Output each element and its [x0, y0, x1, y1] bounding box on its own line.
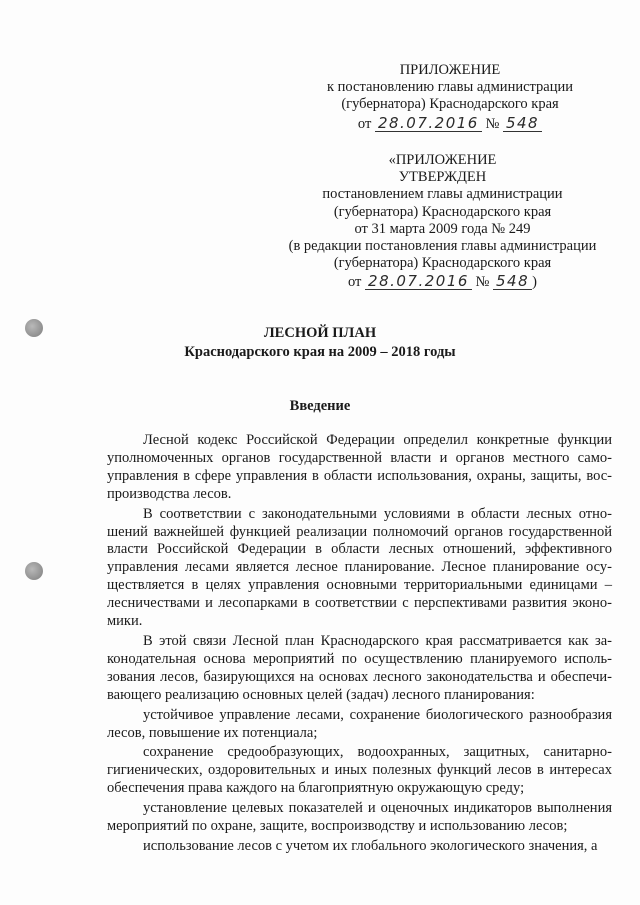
paragraph: устойчивое управление лесами, сохранение биологического разнообразия лесов, повышение их потенциала; — [107, 706, 612, 741]
closing-parenthesis: ) — [532, 274, 537, 291]
paragraph: установление целевых показателей и оценочных индикаторов выполнения мероприятий по охране, защите, воспроизводству и использованию лесов; — [107, 800, 612, 835]
approval-header-line: (губернатора) Краснодарского края — [333, 203, 552, 220]
approval-header-line: от 31 марта 2009 года № 249 — [354, 220, 531, 237]
document-title: ЛЕСНОЙ ПЛАН — [263, 325, 377, 341]
appendix-header-line: к постановлению главы администрации — [326, 79, 574, 96]
paragraph: В этой связи Лесной план Краснодарского края рассматривается как законодательная основа мероприятий по осуществлению планируемого использования лесов, базирующихся на основах лесного законодательства и обеспечивающего реализацию основных целей (задач) лесного планирования: — [107, 632, 612, 703]
date-prefix: от — [357, 115, 372, 132]
number-sign: № — [485, 115, 500, 132]
approval-header-line: УТВЕРЖДЕН — [398, 169, 487, 186]
section-heading: Введение — [289, 398, 351, 414]
body-text — [107, 432, 612, 858]
number-sign: № — [475, 274, 490, 291]
approval-header — [270, 152, 615, 292]
approval-header-line: (в редакции постановления главы администрации — [288, 238, 597, 255]
punch-hole-lower — [25, 562, 43, 580]
paragraph: Лесной кодекс Российской Федерации определил конкретные функции уполномоченных органов государственной власти и органов местного самоуправления в сфере управления в области использования, охраны, защиты, воспроизводства лесов. — [107, 432, 612, 502]
document-subtitle: Краснодарского края на 2009 – 2018 годы — [184, 344, 456, 360]
handwritten-date: 28.07.2016 — [365, 274, 472, 290]
approval-header-line: (губернатора) Краснодарского края — [333, 255, 552, 272]
paragraph: использование лесов с учетом их глобального экологического значения, а — [143, 837, 598, 854]
appendix-date-line — [300, 113, 600, 133]
approval-header-line: постановлением главы администрации — [322, 186, 563, 203]
paragraph: сохранение средообразующих, водоохранных, защитных, санитарно-гигиенических, оздоровительных и иных полезных функций лесов в интересах обеспечения права каждого на благоприятную окружающую среду; — [107, 744, 612, 797]
handwritten-date: 28.07.2016 — [375, 116, 482, 132]
appendix-header-line: (губернатора) Краснодарского края — [341, 96, 559, 113]
handwritten-number: 548 — [493, 274, 532, 290]
approval-date-line — [270, 274, 615, 291]
approval-header-line: «ПРИЛОЖЕНИЕ — [388, 152, 497, 168]
date-prefix: от — [348, 274, 362, 291]
appendix-header-line: ПРИЛОЖЕНИЕ — [399, 62, 501, 78]
handwritten-number: 548 — [503, 116, 542, 132]
appendix-header — [300, 62, 600, 133]
paragraph: В соответствии с законодательными условиями в области лесных отношений важнейшей функцией реализации полномочий органов государственной власти Российской Федерации в области лесных отношений, эффективного управления лесами является лесное планирование. Лесное планирование осуществляется в целях управления основными территориальными единицами – лесничествами и лесопарками в соответствии с перспективами развития экономики. — [107, 505, 612, 630]
